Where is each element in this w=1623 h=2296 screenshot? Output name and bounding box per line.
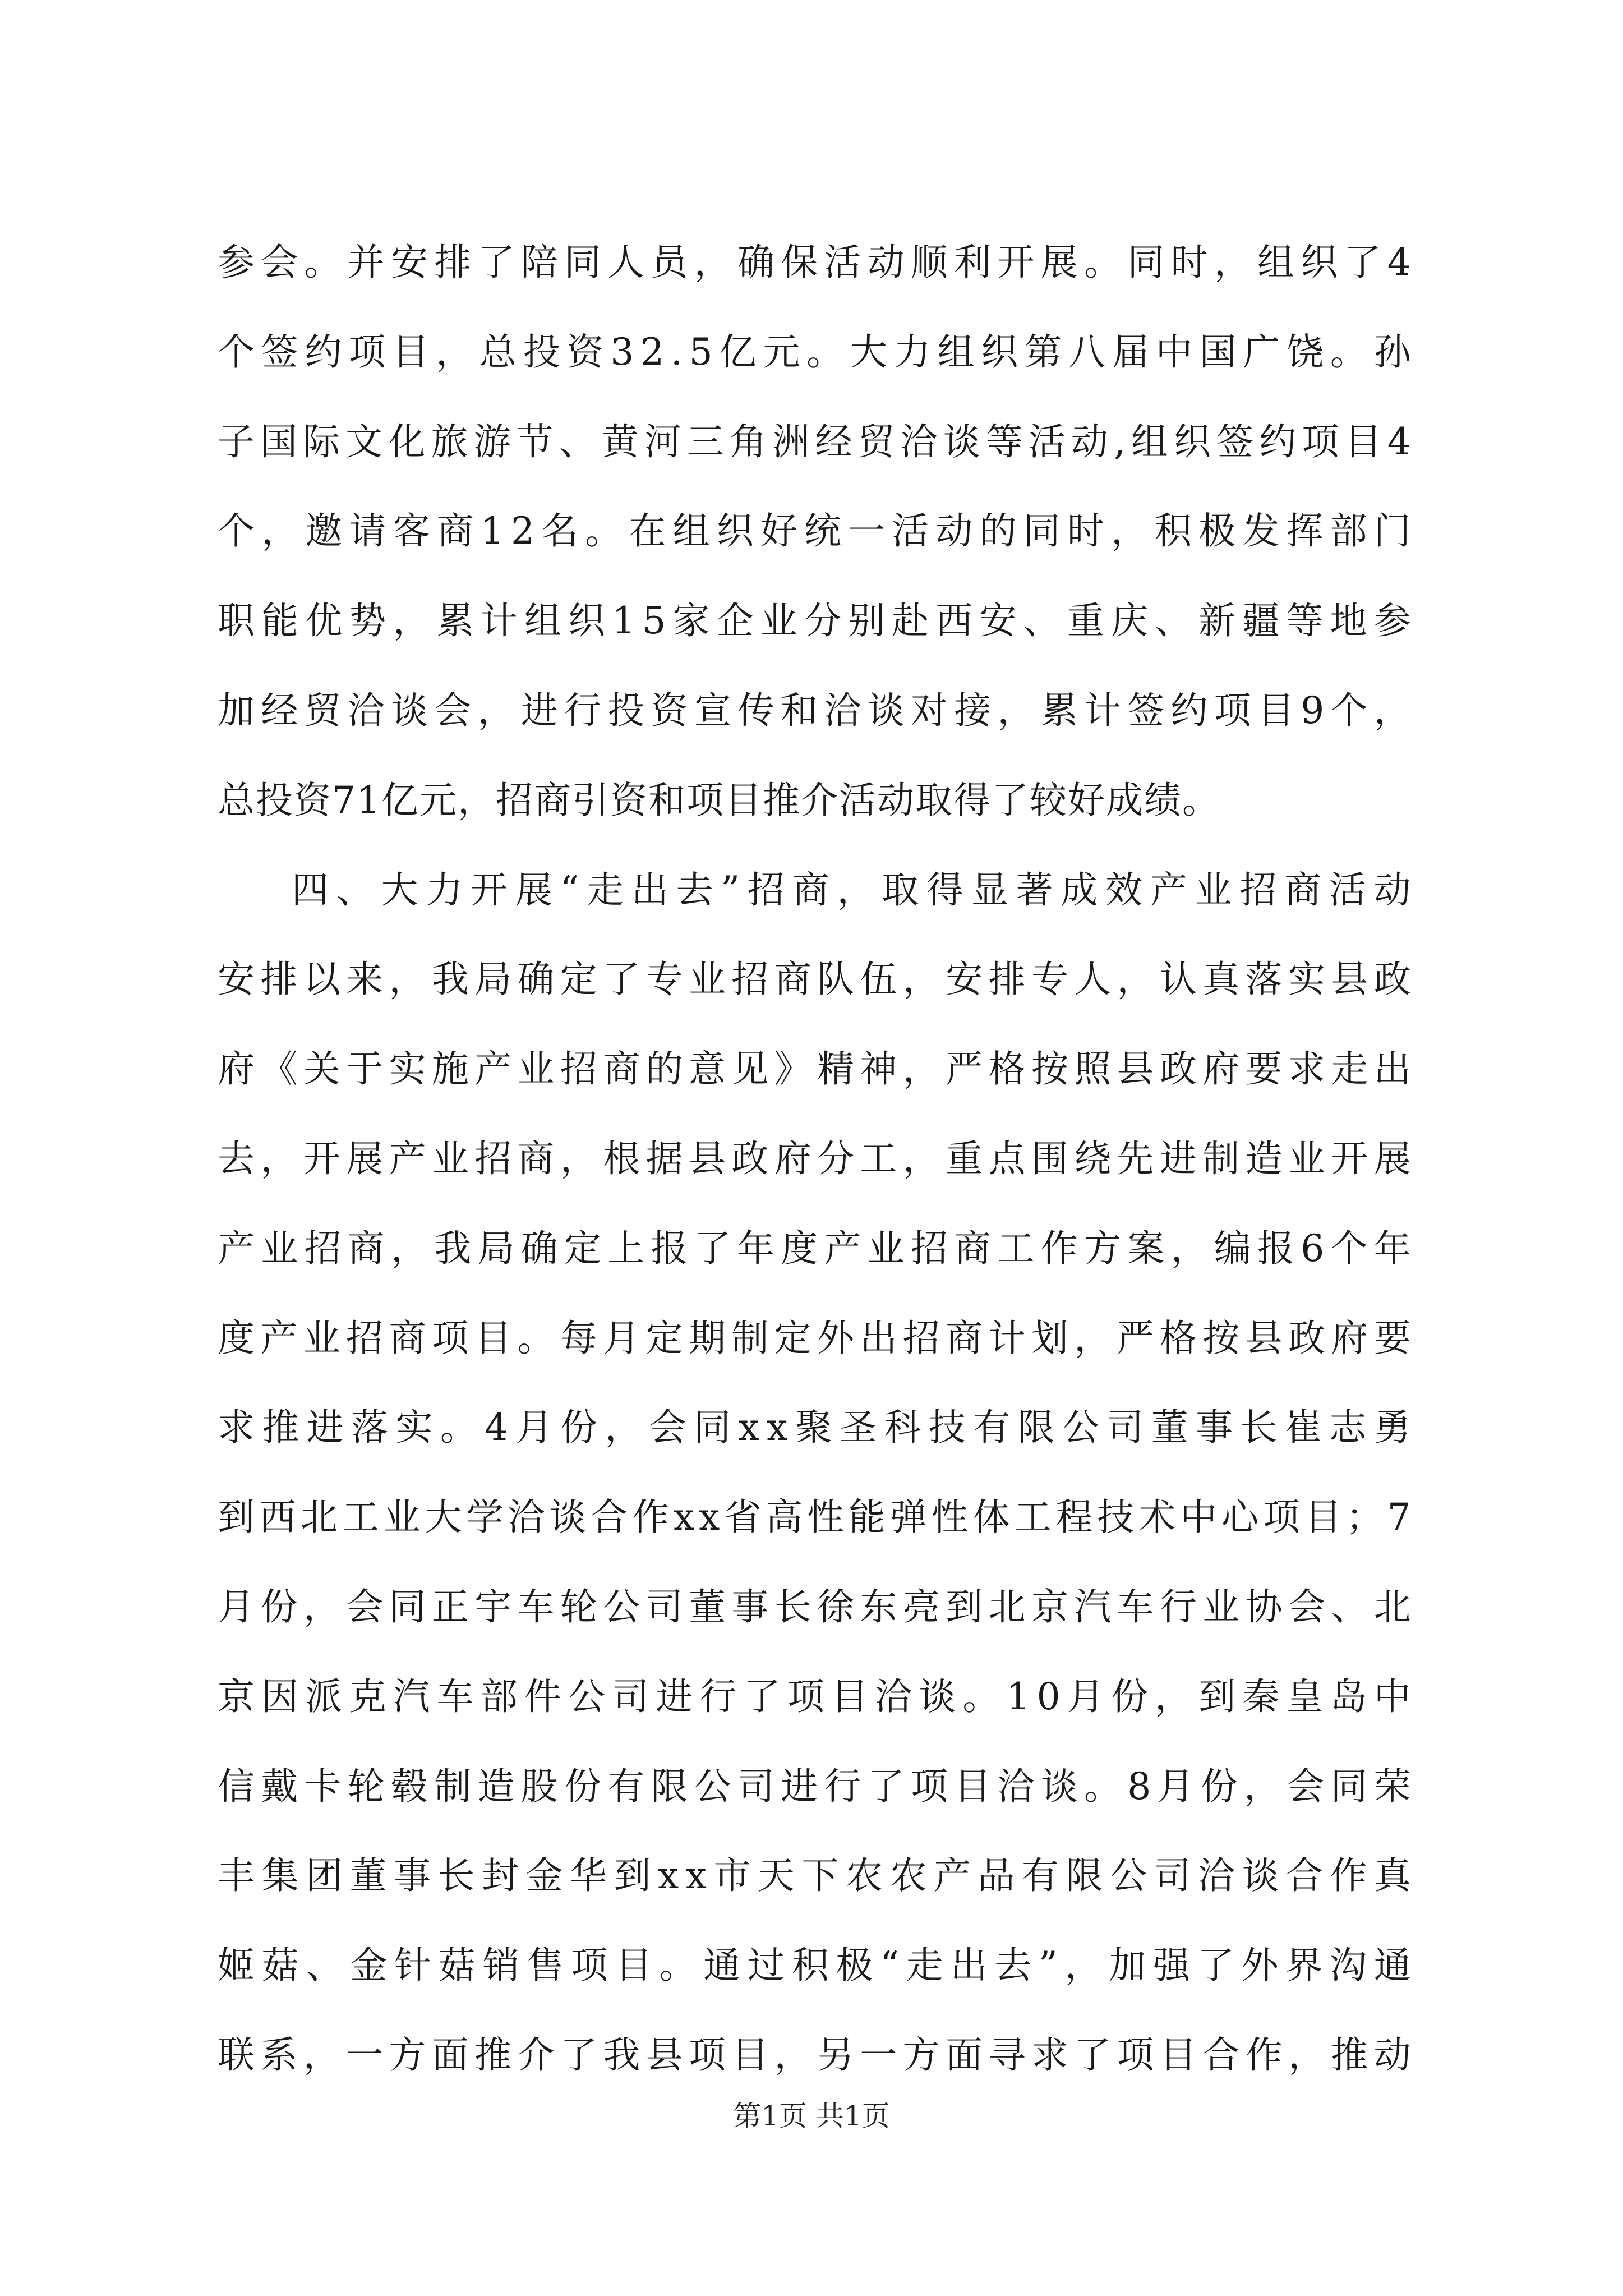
body-text	[218, 218, 1412, 2100]
text-line: 安 排 以 来 ， 我 局 确 定 了 专 业 招 商 队 伍 ， 安 排 专 人 ， 认 真 落 实 县 政	[218, 958, 1412, 1001]
text-line: 月 份 ， 会 同 正 宇 车 轮 公 司 董 事 长 徐 东 亮 到 北 京 汽 车 行 业 协 会 、 北	[218, 1585, 1412, 1628]
text-line: 联 系 ， 一 方 面 推 介 了 我 县 项 目 ， 另 一 方 面 寻 求 了 项 目 合 作 ， 推 动	[218, 2033, 1412, 2077]
text-line: 府 《 关 于 实 施 产 业 招 商 的 意 见 》 精 神 ， 严 格 按 照 县 政 府 要 求 走 出	[218, 1047, 1412, 1091]
text-line: 求 推 进 落 实 。 4 月 份 ， 会 同 x x 聚 圣 科 技 有 限 公 司 董 事 长 崔 志 勇	[218, 1406, 1412, 1450]
text-line: 度 产 业 招 商 项 目 。 每 月 定 期 制 定 外 出 招 商 计 划 ， 严 格 按 县 政 府 要	[218, 1316, 1412, 1360]
section-heading-line: 四 、 大 力 开 展 “ 走 出 去 ” 招 商 ， 取 得 显 著 成 效 产 业 招 商 活 动	[292, 868, 1412, 912]
text-line: 个 签 约 项 目 ， 总 投 资 3 2 . 5 亿 元 。 大 力 组 织 第 八 届 中 国 广 饶 。 孙	[218, 330, 1412, 374]
text-line: 总投资71亿元，招商引资和项目推介活动取得了较好成绩。	[218, 778, 1220, 822]
text-line: 信 戴 卡 轮 毂 制 造 股 份 有 限 公 司 进 行 了 项 目 洽 谈 。 8 月 份 ， 会 同 荣	[218, 1764, 1412, 1808]
text-line: 到 西 北 工 业 大 学 洽 谈 合 作 x x 省 高 性 能 弹 性 体 工 程 技 术 中 心 项 目 ； 7	[218, 1496, 1412, 1539]
text-line: 子 国 际 文 化 旅 游 节 、 黄 河 三 角 洲 经 贸 洽 谈 等 活 动 , 组 织 签 约 项 目 4	[218, 420, 1412, 463]
text-line: 产 业 招 商 ， 我 局 确 定 上 报 了 年 度 产 业 招 商 工 作 方 案 ， 编 报 6 个 年	[218, 1226, 1412, 1270]
text-line: 加 经 贸 洽 谈 会 ， 进 行 投 资 宣 传 和 洽 谈 对 接 ， 累 计 签 约 项 目 9 个 ，	[218, 688, 1412, 732]
text-line: 个 ， 邀 请 客 商 1 2 名 。 在 组 织 好 统 一 活 动 的 同 时 ， 积 极 发 挥 部 门	[218, 509, 1412, 553]
text-line: 姬 菇 、 金 针 菇 销 售 项 目 。 通 过 积 极 “ 走 出 去 ” ， 加 强 了 外 界 沟 通	[218, 1944, 1412, 1987]
text-line: 职 能 优 势 ， 累 计 组 织 1 5 家 企 业 分 别 赴 西 安 、 重 庆 、 新 疆 等 地 参	[218, 599, 1412, 643]
text-line: 丰 集 团 董 事 长 封 金 华 到 x x 市 天 下 农 农 产 品 有 限 公 司 洽 谈 合 作 真	[218, 1854, 1412, 1898]
text-line: 参 会 。 并 安 排 了 陪 同 人 员 ， 确 保 活 动 顺 利 开 展 。 同 时 ， 组 织 了 4	[218, 241, 1412, 284]
page-footer: 第1页 共1页	[733, 2100, 890, 2132]
text-line: 京 因 派 克 汽 车 部 件 公 司 进 行 了 项 目 洽 谈 。 1 0 月 份 ， 到 秦 皇 岛 中	[218, 1674, 1412, 1718]
text-line: 去 ， 开 展 产 业 招 商 ， 根 据 县 政 府 分 工 ， 重 点 围 绕 先 进 制 造 业 开 展	[218, 1137, 1412, 1180]
